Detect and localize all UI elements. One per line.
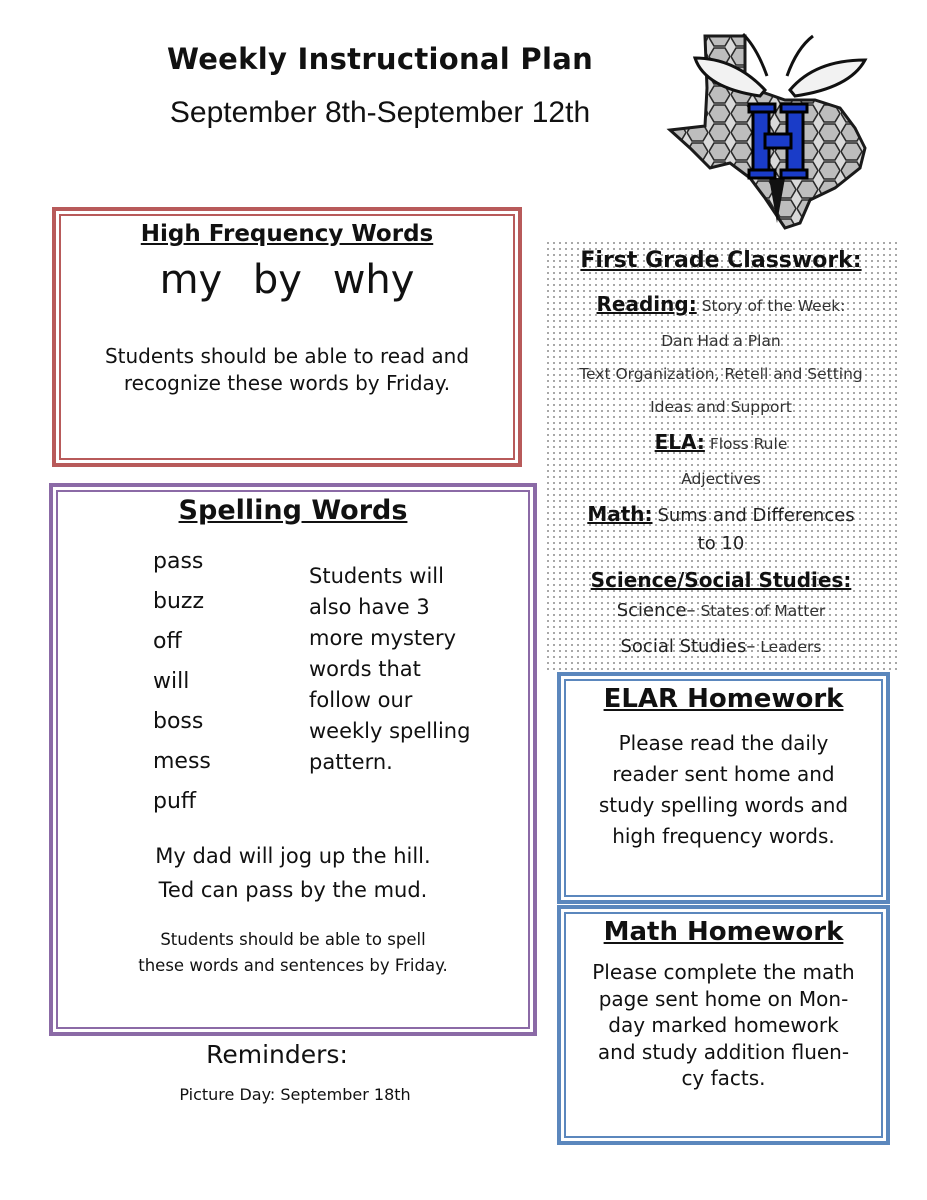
- science-heading: [545, 568, 897, 592]
- body-line: Please read the daily: [618, 731, 829, 755]
- social-prefix: Social Studies–: [620, 636, 756, 657]
- reminders-title: Reminders:: [206, 1040, 348, 1069]
- elar-homework-body: [573, 728, 874, 852]
- ela-line: Adjectives: [681, 470, 761, 488]
- ela-label: ELA:: [654, 430, 705, 454]
- body-line: page sent home on Mon-: [598, 986, 849, 1011]
- science-label: Science/Social Studies:: [590, 568, 852, 592]
- body-line: Please complete the math: [592, 960, 855, 984]
- note-line: pattern.: [309, 750, 393, 774]
- spelling-note: [53, 927, 533, 979]
- note-line: weekly spelling: [309, 719, 471, 743]
- math-text: Sums and Differences: [657, 505, 855, 526]
- reminder-item: Picture Day: September 18th: [179, 1085, 411, 1104]
- reading-line: Dan Had a Plan: [661, 332, 781, 350]
- math-homework-title: Math Homework: [603, 917, 844, 947]
- date-range: September 8th-September 12th: [169, 96, 591, 129]
- reading-line: Text Organization, Retell and Setting: [579, 365, 863, 383]
- note-line: follow our: [309, 688, 413, 712]
- reading-text: Story of the Week:: [701, 297, 846, 315]
- high-frequency-words-box: [52, 207, 522, 467]
- note-line: Students should be able to read and: [104, 344, 470, 368]
- spelling-title: Spelling Words: [178, 495, 408, 526]
- math-line: to 10: [697, 533, 745, 554]
- spelling-word: mess: [153, 749, 211, 774]
- spelling-word: will: [153, 669, 190, 694]
- classwork-panel: [545, 240, 897, 672]
- reading-row: [545, 292, 897, 316]
- ela-text: Floss Rule: [709, 435, 788, 453]
- body-line: and study addition fluen-: [597, 1039, 850, 1064]
- spelling-sentences: [53, 839, 533, 907]
- body-line: cy facts.: [681, 1066, 766, 1090]
- high-frequency-word-list: my by why: [159, 257, 415, 303]
- ela-row: [545, 430, 897, 454]
- science-text: States of Matter: [700, 602, 826, 620]
- science-row: [545, 600, 897, 621]
- sentence: Ted can pass by the mud.: [158, 878, 428, 902]
- high-frequency-note: [76, 343, 498, 397]
- mystery-words-note: [309, 561, 509, 778]
- note-line: Students should be able to spell: [160, 930, 426, 949]
- body-line: study spelling words and: [598, 793, 849, 817]
- note-line: Students will: [309, 564, 444, 588]
- elar-homework-title: ELAR Homework: [603, 684, 844, 714]
- math-label: Math:: [587, 502, 653, 526]
- spelling-word: off: [153, 629, 182, 654]
- spelling-word: pass: [153, 549, 204, 574]
- body-line: high frequency words.: [612, 824, 835, 848]
- reading-label: Reading:: [596, 292, 697, 316]
- spelling-word-list: [153, 547, 211, 827]
- high-frequency-title: High Frequency Words: [140, 221, 434, 247]
- body-line: day marked homework: [608, 1013, 839, 1037]
- note-line: more mystery: [309, 626, 457, 650]
- note-line: these words and sentences by Friday.: [138, 956, 448, 975]
- math-homework-body: [573, 959, 874, 1092]
- reading-line: Ideas and Support: [650, 398, 792, 416]
- note-line: recognize these words by Friday.: [123, 371, 451, 395]
- math-row: [545, 502, 897, 526]
- classwork-title: First Grade Classwork:: [580, 248, 862, 273]
- math-homework-box: [557, 905, 890, 1145]
- spelling-word: puff: [153, 789, 197, 814]
- page-title: Weekly Instructional Plan: [166, 42, 594, 76]
- elar-homework-box: [557, 672, 890, 904]
- social-text: Leaders: [760, 638, 822, 656]
- science-prefix: Science–: [616, 600, 696, 621]
- spelling-word: boss: [153, 709, 204, 734]
- spelling-word: buzz: [153, 589, 205, 614]
- note-line: also have 3: [309, 595, 430, 619]
- body-line: reader sent home and: [612, 762, 835, 786]
- hornet-h-texas-logo-icon: [665, 28, 887, 233]
- social-row: [545, 636, 897, 657]
- spelling-words-box: [49, 483, 537, 1036]
- note-line: words that: [309, 657, 421, 681]
- sentence: My dad will jog up the hill.: [155, 844, 431, 868]
